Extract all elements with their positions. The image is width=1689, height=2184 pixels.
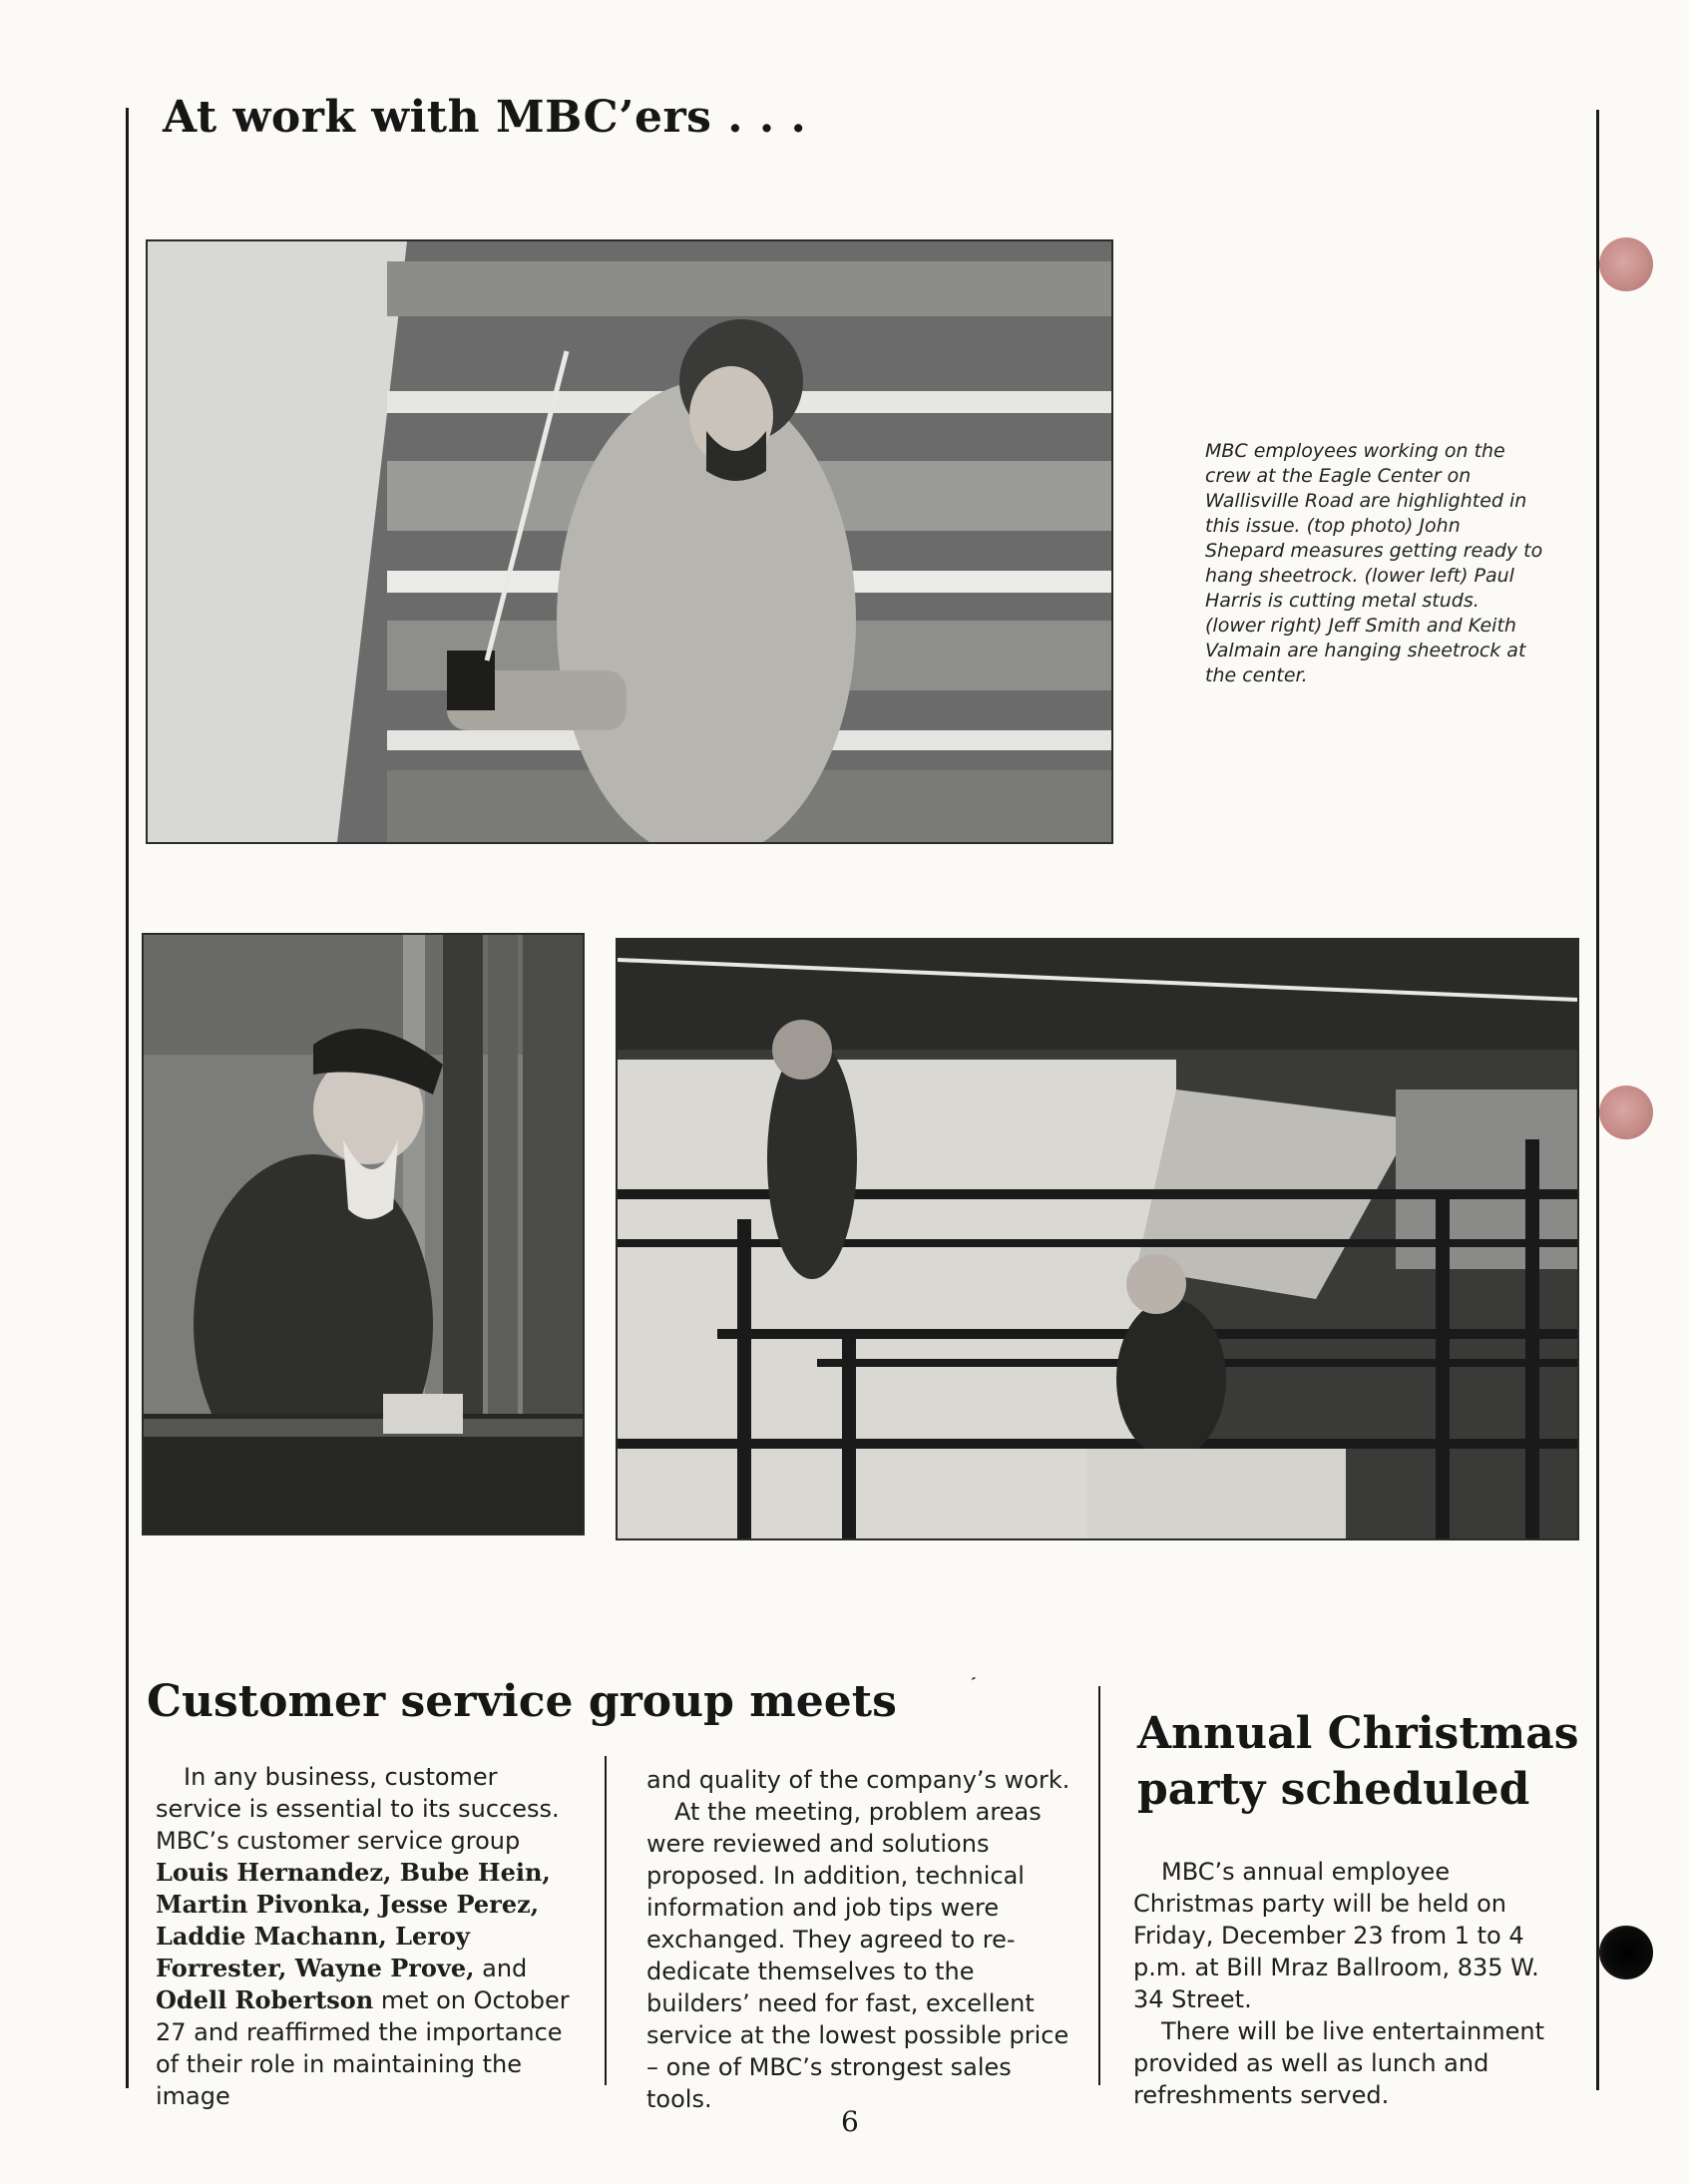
column-divider-1 [605, 1756, 607, 2085]
christmas-paragraph-1: MBC’s annual employee Christmas party will be held on Friday, December 23 from 1 to 4 p.m. at Bill Mraz Ballroom, 835 W. 34 Street. [1133, 1858, 1539, 2013]
punch-hole-top [1599, 237, 1653, 291]
photo-worker-cutting-studs [142, 933, 585, 1535]
photo-workers-scaffold [616, 938, 1579, 1540]
cs-text-and: and [474, 1955, 528, 1982]
cs-names-1: Louis Hernandez, Bube Hein, Martin Pivonka, Jesse Perez, Laddie Machann, Leroy Forrester, Wayne Prove, [156, 1858, 551, 1982]
photo-worker-measuring [146, 239, 1113, 844]
customer-service-column-2 [646, 1764, 1077, 2115]
page-title: At work with MBC’ers . . . [163, 92, 807, 143]
customer-service-column-1 [156, 1761, 587, 2112]
christmas-column [1133, 1856, 1572, 2111]
right-margin-rule [1596, 110, 1599, 2090]
photo-caption: MBC employees working on the crew at the Eagle Center on Wallisville Road are highlighted in this issue. (top photo) John Shepard measures getting ready to hang sheetrock. (lower left) Paul Harris is cutting metal studs. (lower right) Jeff Smith and Keith Valmain are hanging sheetrock at the center. [1205, 440, 1543, 686]
column-divider-2 [1098, 1686, 1100, 2085]
cs-text-intro: In any business, customer service is essential to its success. MBC’s customer service group [156, 1763, 560, 1855]
cs-names-2: Odell Robertson [156, 1985, 374, 2014]
cs-text-continued: met on October 27 and reaffirmed the importance of their role in maintaining the image [156, 1986, 570, 2110]
stray-ink-mark: ˏ [969, 1655, 985, 1682]
punch-hole-middle [1599, 1086, 1653, 1139]
left-margin-rule [126, 108, 129, 2088]
christmas-title: Annual Christmas party scheduled [1137, 1708, 1579, 1815]
punch-hole-bottom [1599, 1926, 1653, 1979]
customer-service-title: Customer service group meets [147, 1676, 897, 1727]
christmas-paragraph-2: There will be live entertainment provided as well as lunch and refreshments served. [1133, 2017, 1544, 2109]
customer-service-paragraph-1 [156, 1761, 587, 2112]
cs-text-continuation: and quality of the company’s work. [646, 1766, 1070, 1794]
page-number: 6 [841, 2105, 859, 2138]
customer-service-paragraph-2: At the meeting, problem areas were reviewed and solutions proposed. In addition, technical information and job tips were exchanged. They agreed to re-dedicate themselves to the builders’ need for fast, excellent service at the lowest possible price – one of MBC’s strongest sales tools. [646, 1798, 1069, 2113]
